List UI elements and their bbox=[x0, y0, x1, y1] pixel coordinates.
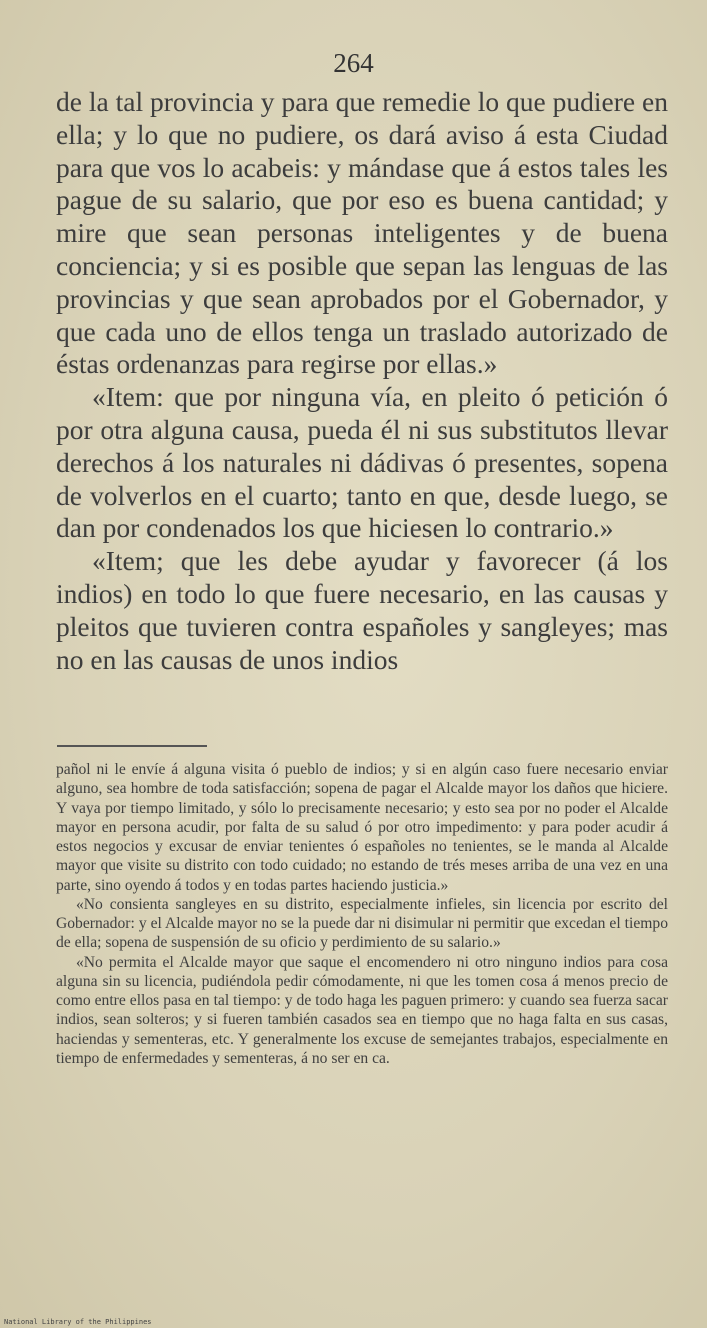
footnote-paragraph: pañol ni le envíe á alguna visita ó pueblo de indios; y si en algún caso fuere necesario enviar alguno, sea hombre de toda satisfacción; sopena de pagar el Alcalde mayor los daños que hiciere. Y vaya por tiempo limitado, y sólo lo precisamente necesario; y esto sea por no poder el Alcalde mayor en persona acudir, por falta de su salud ó por otro impedimento: y para poder acudir á estos negocios y excusar de enviar tenientes ó españoles no tenientes, se le manda al Alcalde mayor que visite su distrito con todo cuidado; no estando de trés meses arriba de una vez en una parte, sino oyendo á todos y en todas partes haciendo justicia.» bbox=[56, 761, 668, 894]
main-paragraph: «Item: que por ninguna vía, en pleito ó petición ó por otra alguna causa, pueda él ni sus substitutos llevar derechos á los naturales ni dádivas ó presentes, sopena de volverlos en el cuarto; tanto en que, desde luego, se dan por condenados los que hiciesen lo contrario.» bbox=[56, 381, 668, 544]
page-number: 264 bbox=[333, 48, 374, 78]
main-paragraph: «Item; que les debe ayudar y favorecer (á los indios) en todo lo que fuere necesario, en las causas y pleitos que tuvieren contra españoles y sangleyes; mas no en las causas de unos indios bbox=[56, 545, 668, 675]
footnotes-block bbox=[56, 760, 668, 1068]
footnote-paragraph: «No permita el Alcalde mayor que saque el encomendero ni otro ninguno indios para cosa alguna sin su licencia, pudiéndola pedir cómodamente, ni que les tomen cosa á menos precio de como entre ellos pasa en tal tiempo: y de todo haga les paguen primero: y cuando sea fuerza sacar indios, sean solteros; y si fueren también casados sea en tiempo que no haga falta en sus casas, haciendas y sementeras, etc. Y generalmente los excuse de semejantes trabajos, especialmente en tiempo de enfermedades y sementeras, á no ser en ca. bbox=[56, 953, 668, 1067]
library-credit: National Library of the Philippines bbox=[4, 1318, 152, 1326]
footnote-paragraph: «No consienta sangleyes en su distrito, especialmente infieles, sin licencia por escrito del Gobernador: y el Alcalde mayor no se la puede dar ni disimular ni permitir que excedan el tiempo de ella; sopena de suspensión de su oficio y perdimiento de su salario.» bbox=[56, 895, 668, 952]
footnote-divider bbox=[57, 745, 207, 747]
main-text-block bbox=[56, 86, 668, 676]
main-paragraph: de la tal provincia y para que remedie lo que pudiere en ella; y lo que no pudiere, os dará aviso á esta Ciudad para que vos lo acabeis: y mándase que á estos tales les pague de su salario, que por eso es buena cantidad; y mire que sean personas inteligentes y de buena conciencia; y si es posible que sepan las lenguas de las provincias y que sean aprobados por el Gobernador, y que cada uno de ellos tenga un traslado autorizado de éstas ordenanzas para regirse por ellas.» bbox=[56, 86, 668, 380]
